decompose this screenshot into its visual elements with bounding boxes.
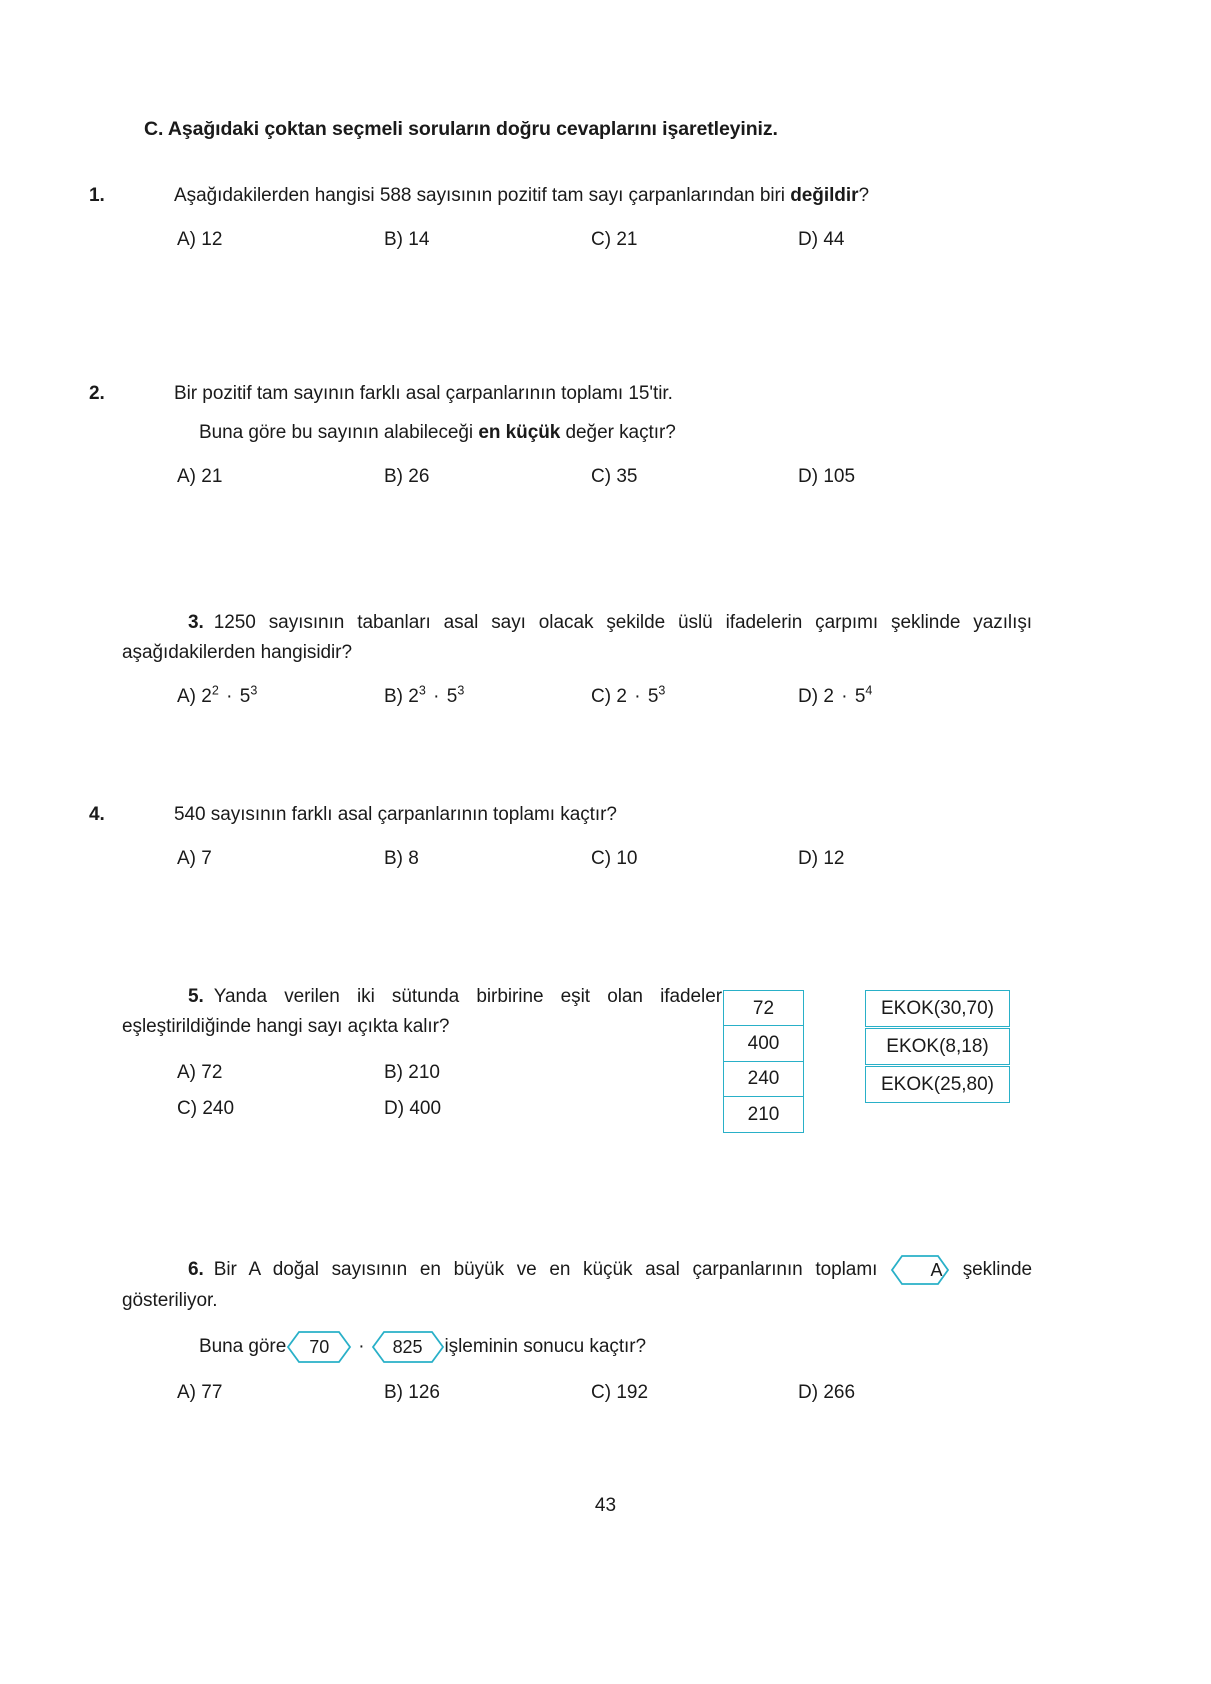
question-3-number: 3. [188, 612, 204, 633]
spacer-after-q2 [122, 488, 1032, 608]
question-2-line1-text: Bir pozitif tam sayının farklı asal çarpanlarının toplamı 15'tir. [174, 383, 673, 404]
question-6-line2-before: Buna göre [199, 1336, 287, 1357]
spacer-after-q4 [122, 870, 1032, 982]
option-4-d-value: 12 [823, 848, 845, 869]
question-3-text [122, 608, 1032, 668]
option-4-c[interactable] [591, 848, 798, 870]
option-3-b-base2: 5 [446, 686, 458, 707]
option-4-a[interactable] [177, 848, 384, 870]
question-6 [122, 1254, 1032, 1404]
option-3-a-key: A) [177, 686, 196, 707]
question-2-line2-bold: en küçük [478, 422, 561, 443]
option-3-d-base2: 5 [854, 686, 866, 707]
question-3 [122, 608, 1032, 708]
option-1-a[interactable] [177, 229, 384, 251]
question-5-text-column [122, 982, 722, 1120]
option-1-d[interactable] [798, 229, 1005, 251]
option-5-d-key: D) [384, 1098, 405, 1119]
spacer-after-q1 [122, 251, 1032, 379]
question-1-text-after: ? [858, 185, 869, 206]
question-2-options [177, 466, 1032, 488]
question-6-line1-before: Bir A doğal sayısının en büyük ve en küçük asal çarpanlarının toplamı [213, 1259, 891, 1281]
option-3-a-base1: 2 [201, 686, 212, 707]
dot-operator-icon: · [628, 686, 646, 707]
question-5-text [122, 982, 722, 1042]
option-6-b[interactable] [384, 1382, 591, 1404]
question-5-options [177, 1062, 722, 1120]
option-1-b[interactable] [384, 229, 591, 251]
option-6-c-value: 192 [616, 1382, 649, 1403]
question-2-line-2 [144, 418, 1032, 448]
question-1-text [89, 181, 1032, 211]
option-6-d-value: 266 [823, 1382, 856, 1403]
option-5-a-key: A) [177, 1062, 196, 1083]
option-2-b[interactable] [384, 466, 591, 488]
option-1-b-value: 14 [408, 229, 430, 250]
question-1-options [177, 229, 1032, 251]
match-right-item-3[interactable]: EKOK(25,80) [865, 1066, 1010, 1103]
option-6-b-key: B) [384, 1382, 403, 1403]
option-3-d-key: D) [798, 686, 819, 707]
option-4-a-key: A) [177, 848, 196, 869]
option-5-a[interactable] [177, 1062, 384, 1084]
option-5-c-key: C) [177, 1098, 198, 1119]
option-5-d-value: 400 [409, 1098, 442, 1119]
option-6-c-key: C) [591, 1382, 612, 1403]
option-1-d-key: D) [798, 229, 819, 250]
option-6-c[interactable] [591, 1382, 798, 1404]
match-left-item-2[interactable]: 400 [723, 1025, 804, 1062]
option-3-a[interactable] [177, 683, 384, 708]
question-4-options [177, 848, 1032, 870]
hexagon-a-label: A [930, 1260, 943, 1280]
dot-operator-icon: · [220, 686, 238, 707]
option-6-a[interactable] [177, 1382, 384, 1404]
option-3-a-base2: 5 [239, 686, 251, 707]
option-1-c-value: 21 [616, 229, 638, 250]
option-3-c-base2: 5 [647, 686, 659, 707]
question-1-number: 1. [89, 185, 105, 206]
option-1-a-value: 12 [201, 229, 223, 250]
match-left-item-3[interactable]: 240 [723, 1061, 804, 1098]
question-6-line-1 [122, 1254, 1032, 1316]
option-2-b-value: 26 [408, 466, 430, 487]
option-3-b-exp2: 3 [457, 683, 465, 698]
option-3-b[interactable] [384, 683, 591, 708]
question-1-text-bold: değildir [790, 185, 859, 206]
option-3-c-key: C) [591, 686, 612, 707]
section-heading: C. Aşağıdaki çoktan seçmeli soruların doğru cevaplarını işaretleyiniz. [144, 118, 778, 140]
option-2-c-key: C) [591, 466, 612, 487]
option-5-d[interactable] [384, 1098, 591, 1120]
match-column-left [723, 990, 804, 1133]
multiplication-dot-icon: · [358, 1336, 365, 1357]
spacer-after-q3 [122, 708, 1032, 800]
option-5-b[interactable] [384, 1062, 591, 1084]
question-4-number: 4. [89, 804, 105, 825]
question-3-body: 1250 sayısının tabanları asal sayı olacak şekilde üslü ifadelerin çarpımı şeklinde yazılışı aşağıdakilerden hangisidir? [122, 612, 1032, 663]
hexagon-70-label: 70 [309, 1337, 330, 1357]
question-4-body: 540 sayısının farklı asal çarpanlarının toplamı kaçtır? [174, 804, 617, 825]
option-5-a-value: 72 [201, 1062, 223, 1083]
option-2-a-key: A) [177, 466, 196, 487]
question-2-line-1 [89, 379, 1032, 409]
question-2-number: 2. [89, 383, 105, 404]
option-6-a-value: 77 [201, 1382, 223, 1403]
question-6-number: 6. [188, 1259, 204, 1281]
hexagon-a [890, 1254, 950, 1286]
hexagon-70 [286, 1330, 352, 1364]
option-1-d-value: 44 [823, 229, 845, 250]
dot-operator-icon: · [427, 686, 445, 707]
option-2-b-key: B) [384, 466, 403, 487]
option-4-d-key: D) [798, 848, 819, 869]
option-2-d-value: 105 [823, 466, 856, 487]
option-3-b-key: B) [384, 686, 403, 707]
option-3-a-exp1: 2 [211, 683, 219, 698]
question-6-line2-after: işleminin sonucu kaçtır? [444, 1336, 647, 1357]
page-content [89, 118, 1033, 1404]
match-right-item-2[interactable]: EKOK(8,18) [865, 1028, 1010, 1065]
question-6-options [177, 1382, 1032, 1404]
question-6-line-2 [144, 1330, 646, 1364]
option-2-a[interactable] [177, 466, 384, 488]
question-5-number: 5. [188, 986, 204, 1007]
option-3-c-exp2: 3 [658, 683, 666, 698]
question-2 [89, 379, 1032, 488]
option-3-b-base1: 2 [408, 686, 419, 707]
spacer-after-q5 [122, 1134, 1032, 1254]
option-5-c-value: 240 [202, 1098, 235, 1119]
hexagon-825-label: 825 [392, 1337, 423, 1357]
option-5-b-key: B) [384, 1062, 403, 1083]
option-4-c-key: C) [591, 848, 612, 869]
question-1 [89, 181, 1032, 251]
option-4-d[interactable] [798, 848, 1005, 870]
question-6-line1-after: şeklinde gösteriliyor. [122, 1259, 1033, 1311]
option-1-c[interactable] [591, 229, 798, 251]
option-2-c[interactable] [591, 466, 798, 488]
match-right-item-1[interactable]: EKOK(30,70) [865, 990, 1010, 1027]
question-5 [122, 982, 1032, 1125]
question-2-line2-after: değer kaçtır? [560, 422, 676, 443]
option-2-a-value: 21 [201, 466, 223, 487]
option-4-a-value: 7 [201, 848, 212, 869]
option-5-b-value: 210 [408, 1062, 440, 1083]
option-1-c-key: C) [591, 229, 612, 250]
option-3-d-exp2: 4 [865, 683, 873, 698]
question-5-options-row-2 [177, 1098, 722, 1120]
match-column-right [865, 990, 1010, 1103]
option-2-d-key: D) [798, 466, 819, 487]
option-6-b-value: 126 [408, 1382, 440, 1403]
option-6-d-key: D) [798, 1382, 819, 1403]
option-4-b-key: B) [384, 848, 403, 869]
dot-operator-icon: · [835, 686, 853, 707]
option-5-c[interactable] [177, 1098, 384, 1120]
match-left-item-4[interactable]: 210 [723, 1096, 804, 1133]
question-4-text [89, 800, 1032, 830]
option-3-d[interactable] [798, 683, 1005, 708]
option-6-d[interactable] [798, 1382, 1005, 1404]
option-3-c-base1: 2 [616, 686, 627, 707]
option-4-b-value: 8 [408, 848, 419, 869]
question-5-body: Yanda verilen iki sütunda birbirine eşit olan ifadeler eşleştirildiğinde hangi sayı açıkta kalır? [122, 986, 722, 1037]
option-4-b[interactable] [384, 848, 591, 870]
option-3-c[interactable] [591, 683, 798, 708]
option-3-b-exp1: 3 [418, 683, 426, 698]
option-3-a-exp2: 3 [250, 683, 258, 698]
question-5-options-row-1 [177, 1062, 722, 1084]
option-6-a-key: A) [177, 1382, 196, 1403]
option-4-c-value: 10 [616, 848, 638, 869]
page-number: 43 [594, 1495, 617, 1516]
hexagon-825 [371, 1330, 445, 1364]
option-2-d[interactable] [798, 466, 1005, 488]
question-1-text-before: Aşağıdakilerden hangisi 588 sayısının pozitif tam sayı çarpanlarından biri [174, 185, 791, 206]
question-2-line2-before: Buna göre bu sayının alabileceği [199, 422, 479, 443]
option-1-a-key: A) [177, 229, 196, 250]
question-3-options [177, 683, 1032, 708]
option-1-b-key: B) [384, 229, 403, 250]
question-4 [89, 800, 1032, 870]
match-left-item-1[interactable]: 72 [723, 990, 804, 1027]
option-2-c-value: 35 [616, 466, 638, 487]
option-3-d-base1: 2 [823, 686, 834, 707]
